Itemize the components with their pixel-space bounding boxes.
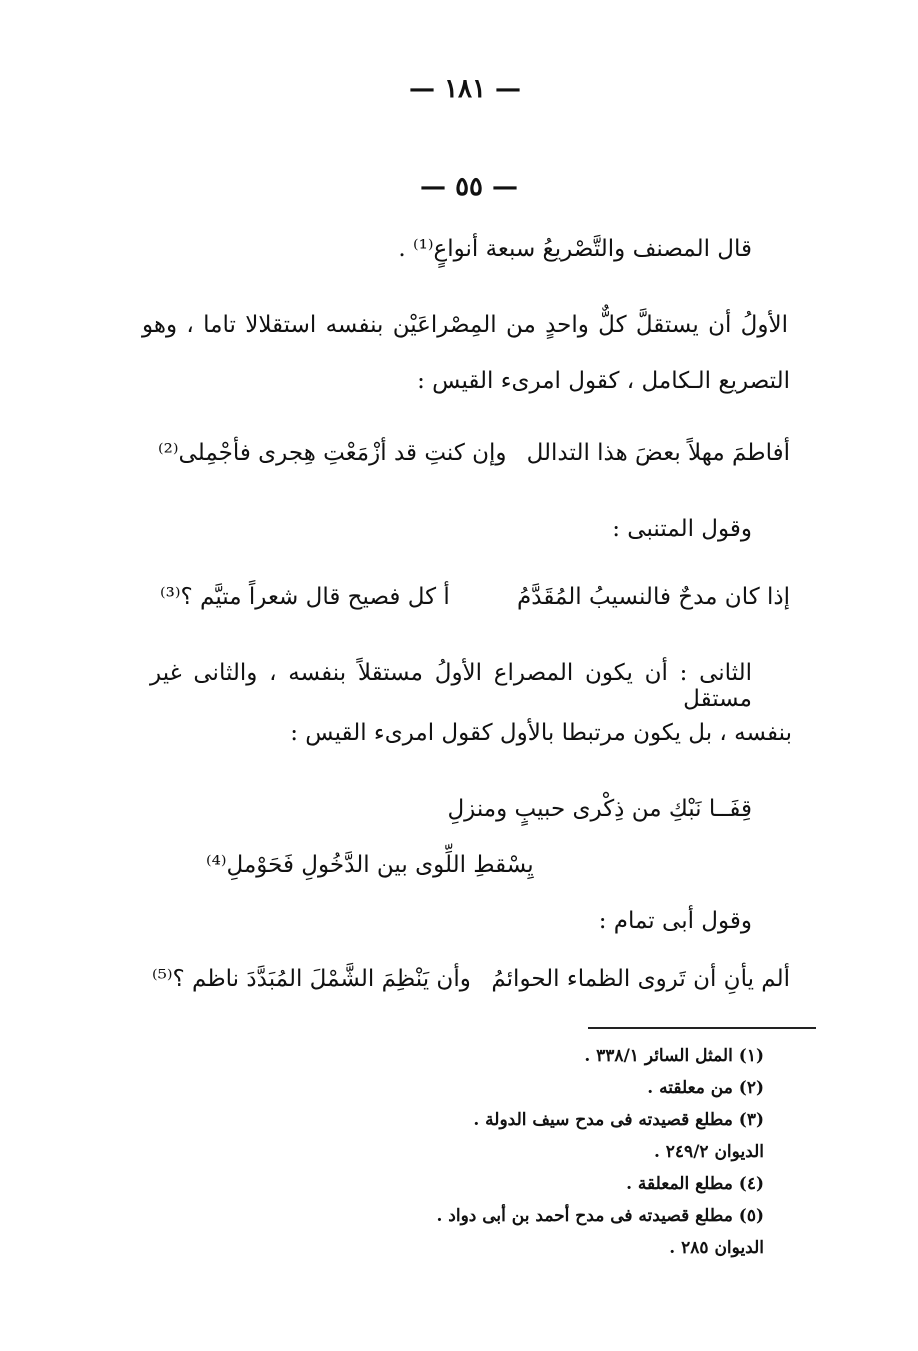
footnote-3: (٣) مطلع قصيدته فى مدح سيف الدولة . [473, 1110, 764, 1130]
footnote-3-continued: الديوان ٢٤٩/٢ . [653, 1142, 764, 1162]
section-number: — ٥٥ — [420, 172, 519, 202]
footnote-4: (٤) مطلع المعلقة . [626, 1174, 764, 1194]
type2-line-2: بنفسه ، بل يكون مرتبطا بالأول كقول امرىء القيس : [290, 720, 792, 746]
footnote-separator [588, 1027, 816, 1029]
type1-line-1: الأولُ أن يستقلَّ كلٌّ واحدٍ من المِصْراعَيْن بنفسه استقلالا تاما ، وهو [142, 312, 788, 338]
verse1-first-hemistich: أفاطمَ مهلاً بعضَ هذا التدالل [526, 440, 790, 466]
footnote-5: (٥) مطلع قصيدته فى مدح أحمد بن أبى دواد . [436, 1206, 764, 1226]
page-number: — ١٨١ — [409, 74, 522, 104]
intro-line: قال المصنف والتَّصْريعُ سبعة أنواعٍ⁽¹⁾ . [398, 236, 752, 262]
abutammam-intro: وقول أبى تمام : [598, 908, 752, 934]
verse1-second-hemistich: وإن كنتِ قد أزْمَعْتِ هِجرى فأجْمِلى⁽²⁾ [158, 440, 507, 466]
verse2-second-hemistich: أ كل فصيح قال شعراً متيَّم ؟⁽³⁾ [160, 584, 450, 610]
verse3-line-2: يِسْقطِ اللِّوى بين الدَّخُولِ فَحَوْملِ⁽⁴⁾ [206, 852, 534, 878]
footnote-5-continued: الديوان ٢٨٥ . [669, 1238, 764, 1258]
verse3-line-1: قِفَــا نَبْكِ من ذِكْرى حبيبٍ ومنزلِ [447, 796, 752, 822]
type1-line-2: التصريع الـكامل ، كقول امرىء القيس : [417, 368, 790, 394]
verse4-second-hemistich: وأن يَنْظِمَ الشَّمْلَ المُبَدَّدَ ناظم ؟⁽⁵⁾ [152, 966, 471, 992]
verse2-first-hemistich: إذا كان مدحٌ فالنسيبُ المُقَدَّمُ [517, 584, 790, 610]
type2-line-1: الثانى : أن يكون المصراع الأولُ مستقلاً بنفسه ، والثانى غير مستقل [150, 660, 752, 712]
mutanabbi-intro: وقول المتنبى : [612, 516, 752, 542]
footnote-1: (١) المثل السائر ٣٣٨/١ . [584, 1046, 764, 1066]
verse4-first-hemistich: ألم يأنِ أن تَروى الظماء الحوائمُ [491, 966, 790, 992]
footnote-2: (٢) من معلقته . [647, 1078, 764, 1098]
